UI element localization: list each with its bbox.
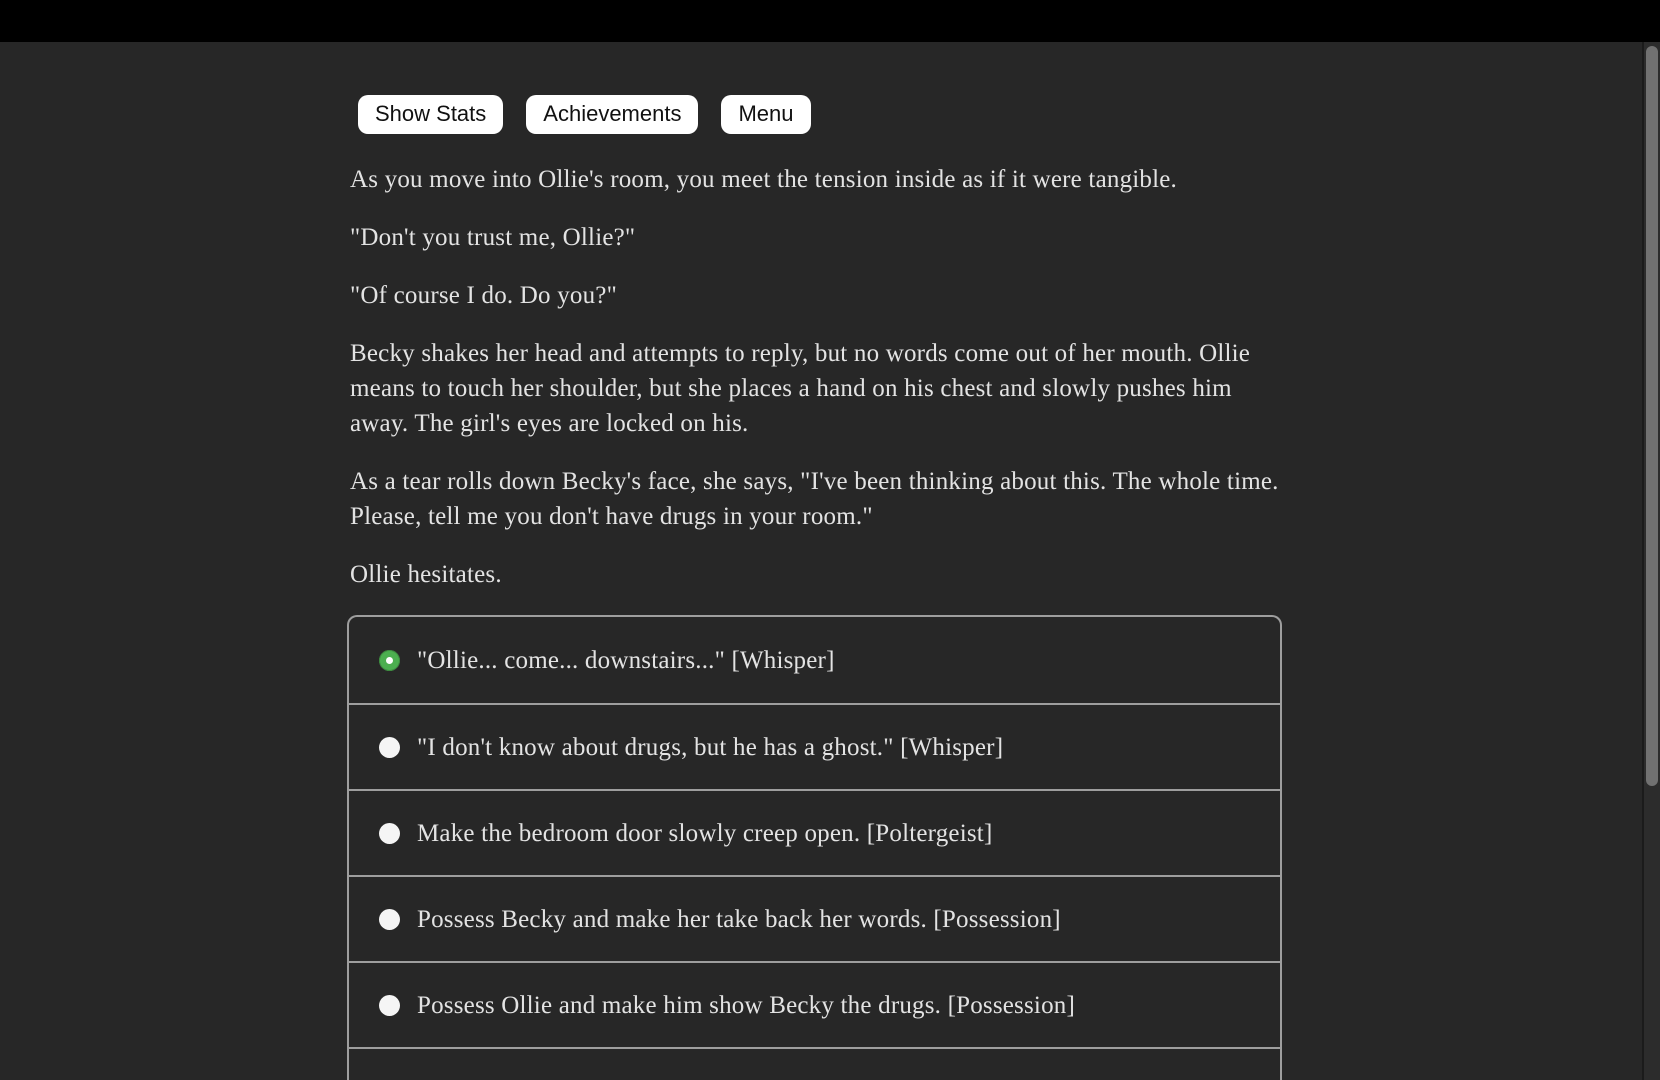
- choice-row[interactable]: [349, 703, 1280, 789]
- story-text: [347, 162, 1282, 592]
- choice-label: "I don't know about drugs, but he has a ghost." [Whisper]: [417, 733, 1004, 761]
- choice-row[interactable]: [349, 789, 1280, 875]
- radio-button-icon[interactable]: [379, 823, 400, 844]
- show-stats-button[interactable]: Show Stats: [358, 95, 503, 134]
- choice-label: Possess Becky and make her take back her words. [Possession]: [417, 905, 1061, 933]
- scrollbar-thumb[interactable]: [1646, 46, 1658, 786]
- radio-button-icon[interactable]: [379, 909, 400, 930]
- game-content: [347, 95, 1282, 1080]
- choice-label: "Ollie... come... downstairs..." [Whisper]: [417, 646, 835, 674]
- story-paragraph: Becky shakes her head and attempts to reply, but no words come out of her mouth. Ollie means to touch her shoulder, but she places a hand on his chest and slowly pushes him away. The girl's eyes are locked on his.: [350, 340, 1251, 437]
- choice-row[interactable]: [349, 875, 1280, 961]
- story-paragraph: "Of course I do. Do you?": [350, 282, 618, 309]
- scrollbar-track[interactable]: [1642, 42, 1660, 1080]
- choice-row-partial[interactable]: [349, 1047, 1280, 1080]
- achievements-button[interactable]: Achievements: [526, 95, 698, 134]
- radio-button-selected-icon[interactable]: [379, 650, 400, 671]
- top-bar: [0, 0, 1660, 42]
- choice-row[interactable]: [349, 617, 1280, 703]
- toolbar: [358, 95, 1282, 134]
- story-paragraph: As a tear rolls down Becky's face, she says, "I've been thinking about this. The whole time. Please, tell me you don't have drugs in your room.": [350, 468, 1279, 530]
- choice-label: Make the bedroom door slowly creep open. [Poltergeist]: [417, 819, 993, 847]
- radio-button-icon[interactable]: [379, 995, 400, 1016]
- story-paragraph: "Don't you trust me, Ollie?": [350, 224, 636, 251]
- choice-list: [347, 615, 1282, 1080]
- menu-button[interactable]: Menu: [721, 95, 810, 134]
- radio-button-icon[interactable]: [379, 737, 400, 758]
- choice-row[interactable]: [349, 961, 1280, 1047]
- story-paragraph: As you move into Ollie's room, you meet the tension inside as if it were tangible.: [350, 166, 1178, 193]
- story-paragraph: Ollie hesitates.: [350, 561, 502, 588]
- choice-label: Possess Ollie and make him show Becky the drugs. [Possession]: [417, 991, 1075, 1019]
